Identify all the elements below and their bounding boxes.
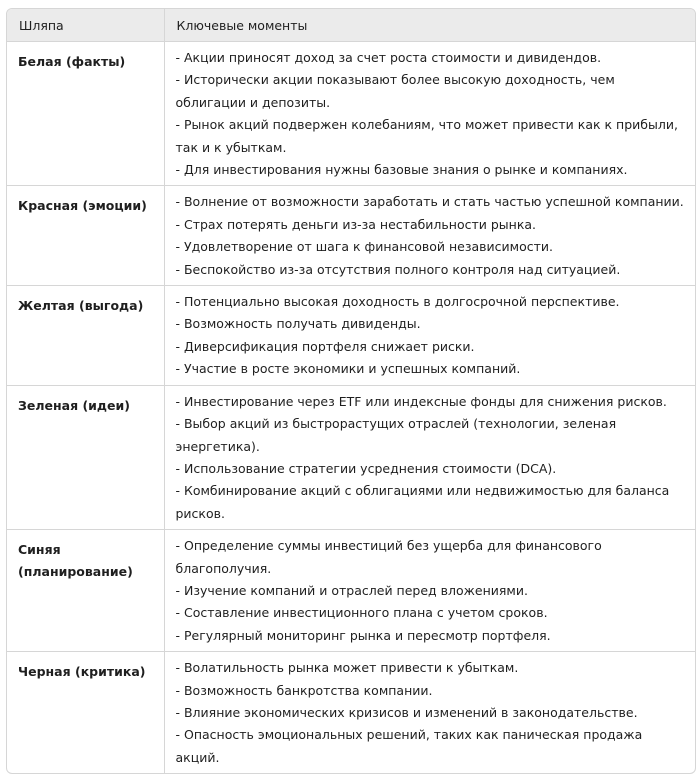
- point-item: - Использование стратегии усреднения стоимости (DCA).: [175, 460, 557, 476]
- points-cell: [164, 186, 695, 286]
- point-item: - Потенциально высокая доходность в долгосрочной перспективе.: [175, 294, 620, 310]
- point-item: - Волатильность рынка может привести к убыткам.: [175, 660, 519, 676]
- point-item: - Исторически акции показывают более высокую доходность, чем облигации и депозиты.: [175, 72, 615, 110]
- points-cell: [164, 652, 695, 774]
- six-hats-table: [6, 8, 696, 774]
- point-item: - Волнение от возможности заработать и стать частью успешной компании.: [175, 194, 684, 210]
- hat-cell: Синяя (планирование): [7, 530, 164, 652]
- table-row: [7, 530, 695, 652]
- table-row: [7, 385, 695, 529]
- table-row: [7, 42, 695, 186]
- point-item: - Удовлетворение от шага к финансовой независимости.: [175, 239, 553, 255]
- point-item: - Изучение компаний и отраслей перед вложениями.: [175, 582, 528, 598]
- point-item: - Акции приносят доход за счет роста стоимости и дивидендов.: [175, 50, 602, 65]
- column-header-hat: Шляпа: [7, 9, 164, 42]
- table: [7, 9, 695, 773]
- hat-cell: Белая (факты): [7, 42, 164, 186]
- table-row: [7, 186, 695, 286]
- hat-cell: Зеленая (идеи): [7, 385, 164, 529]
- point-item: - Рынок акций подвержен колебаниям, что может привести как к прибыли, так и к убыткам.: [175, 117, 678, 155]
- point-item: - Выбор акций из быстрорастущих отраслей (технологии, зеленая энергетика).: [175, 416, 617, 454]
- hat-cell: Черная (критика): [18, 664, 146, 680]
- points-cell: [164, 385, 695, 529]
- points-cell: [164, 530, 695, 652]
- point-item: - Для инвестирования нужны базовые знания о рынке и компаниях.: [175, 162, 628, 178]
- point-item: - Возможность получать дивиденды.: [175, 316, 421, 332]
- point-item: - Беспокойство из-за отсутствия полного контроля над ситуацией.: [175, 261, 621, 277]
- point-item: - Диверсификация портфеля снижает риски.: [175, 338, 475, 354]
- header-row: [7, 9, 695, 42]
- point-item: - Влияние экономических кризисов и изменений в законодательстве.: [175, 704, 638, 720]
- hat-cell: Желтая (выгода): [7, 286, 164, 386]
- point-item: - Регулярный мониторинг рынка и пересмотр портфеля.: [175, 627, 551, 643]
- point-item: - Составление инвестиционного плана с учетом сроков.: [175, 605, 548, 621]
- point-item: - Опасность эмоциональных решений, таких как паническая продажа акций.: [175, 727, 643, 765]
- points-cell: [164, 42, 695, 186]
- point-item: - Комбинирование акций с облигациями или недвижимостью для баланса рисков.: [175, 483, 670, 521]
- point-item: - Определение суммы инвестиций без ущерба для финансового благополучия.: [175, 538, 602, 576]
- point-item: - Участие в росте экономики и успешных компаний.: [175, 361, 521, 377]
- point-item: - Страх потерять деньги из-за нестабильности рынка.: [175, 216, 537, 232]
- column-header-key-points: Ключевые моменты: [164, 9, 695, 42]
- hat-cell: Красная (эмоции): [7, 186, 164, 286]
- point-item: - Возможность банкротства компании.: [175, 682, 433, 698]
- point-item: - Инвестирование через ETF или индексные фонды для снижения рисков.: [175, 393, 667, 409]
- table-row: [7, 652, 695, 774]
- table-row: [7, 286, 695, 386]
- points-cell: [164, 286, 695, 386]
